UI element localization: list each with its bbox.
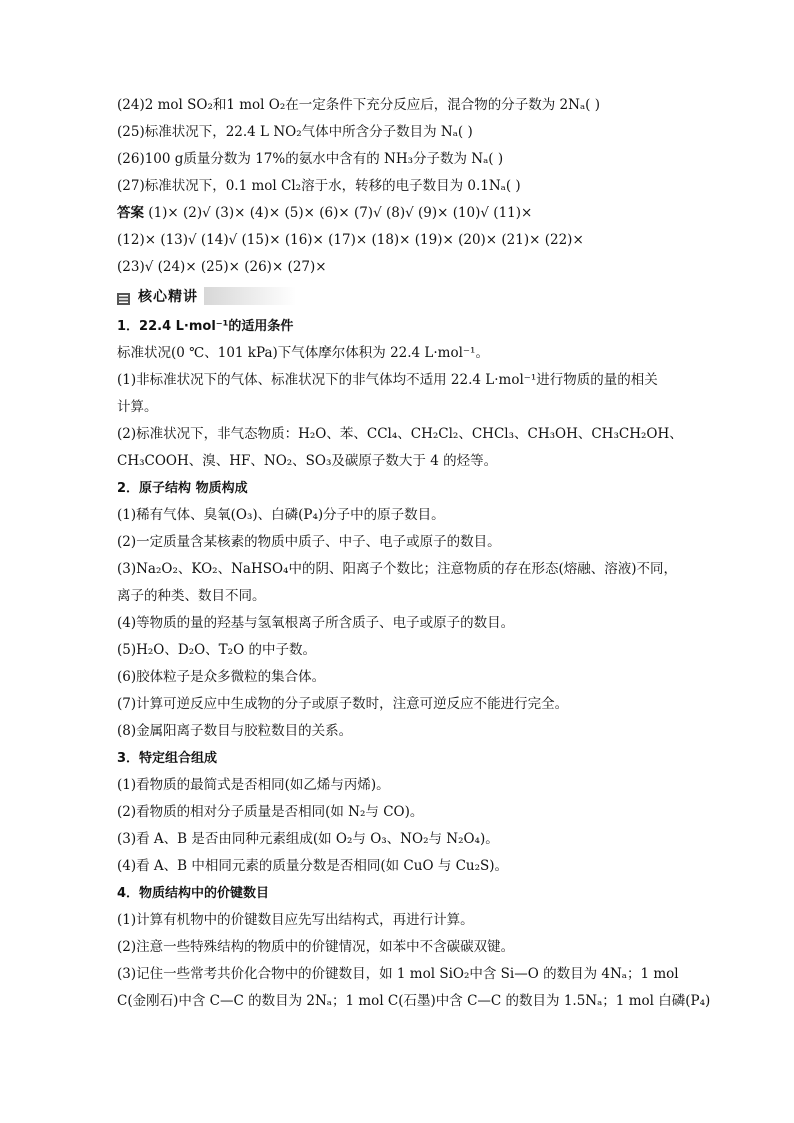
core-heading-title: 核心精讲 [138,289,198,305]
question-line: (25)标准状况下，22.4 L NO₂气体中所含分子数目为 Nₐ( ) [117,124,473,140]
body-line: 离子的种类、数目不同。 [117,588,266,604]
body-line: (1)稀有气体、臭氧(O₃)、白磷(P₄)分子中的原子数目。 [117,507,445,523]
body-line: (3)记住一些常考共价化合物中的价键数目，如 1 mol SiO₂中含 Si—O 的数目为 4Nₐ；1 mol [117,966,679,982]
answer-text-1: (1)× (2)√ (3)× (4)× (5)× (6)× (7)√ (8)√ (9)× (10)√ (11)× [148,205,533,221]
body-line: (1)看物质的最简式是否相同(如乙烯与丙烯)。 [117,777,390,793]
question-line: (27)标准状况下，0.1 mol Cl₂溶于水，转移的电子数目为 0.1Nₐ( ) [117,178,521,194]
question-list [117,92,687,200]
body-line: (5)H₂O、D₂O、T₂O 的中子数。 [117,642,316,658]
body-line: (2)一定质量含某核素的物质中质子、中子、电子或原子的数目。 [117,534,501,550]
body-line: 标准状况(0 ℃、101 kPa)下气体摩尔体积为 22.4 L·mol⁻¹。 [117,345,489,361]
body-line: (1)计算有机物中的价键数目应先写出结构式，再进行计算。 [117,912,474,928]
section-heading: 3．特定组合组成 [117,751,218,766]
body-line: (4)等物质的量的羟基与氢氧根离子所含质子、电子或原子的数目。 [117,615,515,631]
heading-rule [204,287,296,305]
question-line: (24)2 mol SO₂和1 mol O₂在一定条件下充分反应后，混合物的分子数为 2Nₐ( ) [117,97,600,113]
body-line: C(金刚石)中含 C—C 的数目为 2Nₐ；1 mol C(石墨)中含 C—C 的数目为 1.5Nₐ；1 mol 白磷(P₄) [117,993,711,1009]
body-line: (2)注意一些特殊结构的物质中的价键情况，如苯中不含碳碳双键。 [117,939,515,955]
answer-line-3: (23)√ (24)× (25)× (26)× (27)× [117,259,327,275]
answer-line-1 [117,200,687,227]
section-heading: 1．22.4 L·mol⁻¹的适用条件 [117,319,294,334]
body-line: (2)标准状况下，非气态物质：H₂O、苯、CCl₄、CH₂Cl₂、CHCl₃、CH₃OH、CH₃CH₂OH、 [117,426,683,442]
body-line: (3)看 A、B 是否由同种元素组成(如 O₂与 O₃、NO₂与 N₂O₄)。 [117,831,499,847]
body-line: (6)胶体粒子是众多微粒的集合体。 [117,669,326,685]
document-page [117,92,711,1015]
answer-label: 答案 [117,205,144,221]
body-line: (1)非标准状况下的气体、标准状况下的非气体均不适用 22.4 L·mol⁻¹进行物质的量的相关 [117,372,658,388]
core-heading [117,283,687,309]
section-marker-icon [117,290,130,302]
question-line: (26)100 g质量分数为 17%的氨水中含有的 NH₃分子数为 Nₐ( ) [117,151,504,167]
body-line: (2)看物质的相对分子质量是否相同(如 N₂与 CO)。 [117,804,424,820]
core-content [117,313,711,1015]
section-heading: 2．原子结构 物质构成 [117,481,248,496]
body-line: (8)金属阳离子数目与胶粒数目的关系。 [117,723,353,739]
body-line: (4)看 A、B 中相同元素的质量分数是否相同(如 CuO 与 Cu₂S)。 [117,858,509,874]
body-line: CH₃COOH、溴、HF、NO₂、SO₃及碳原子数大于 4 的烃等。 [117,453,498,469]
body-line: (3)Na₂O₂、KO₂、NaHSO₄中的阴、阳离子个数比；注意物质的存在形态(熔融、溶液)不同， [117,561,677,577]
body-line: (7)计算可逆反应中生成物的分子或原子数时，注意可逆反应不能进行完全。 [117,696,569,712]
body-line: 计算。 [117,399,158,415]
answer-line-2: (12)× (13)√ (14)√ (15)× (16)× (17)× (18)× (19)× (20)× (21)× (22)× [117,232,584,248]
section-heading: 4．物质结构中的价键数目 [117,886,270,901]
